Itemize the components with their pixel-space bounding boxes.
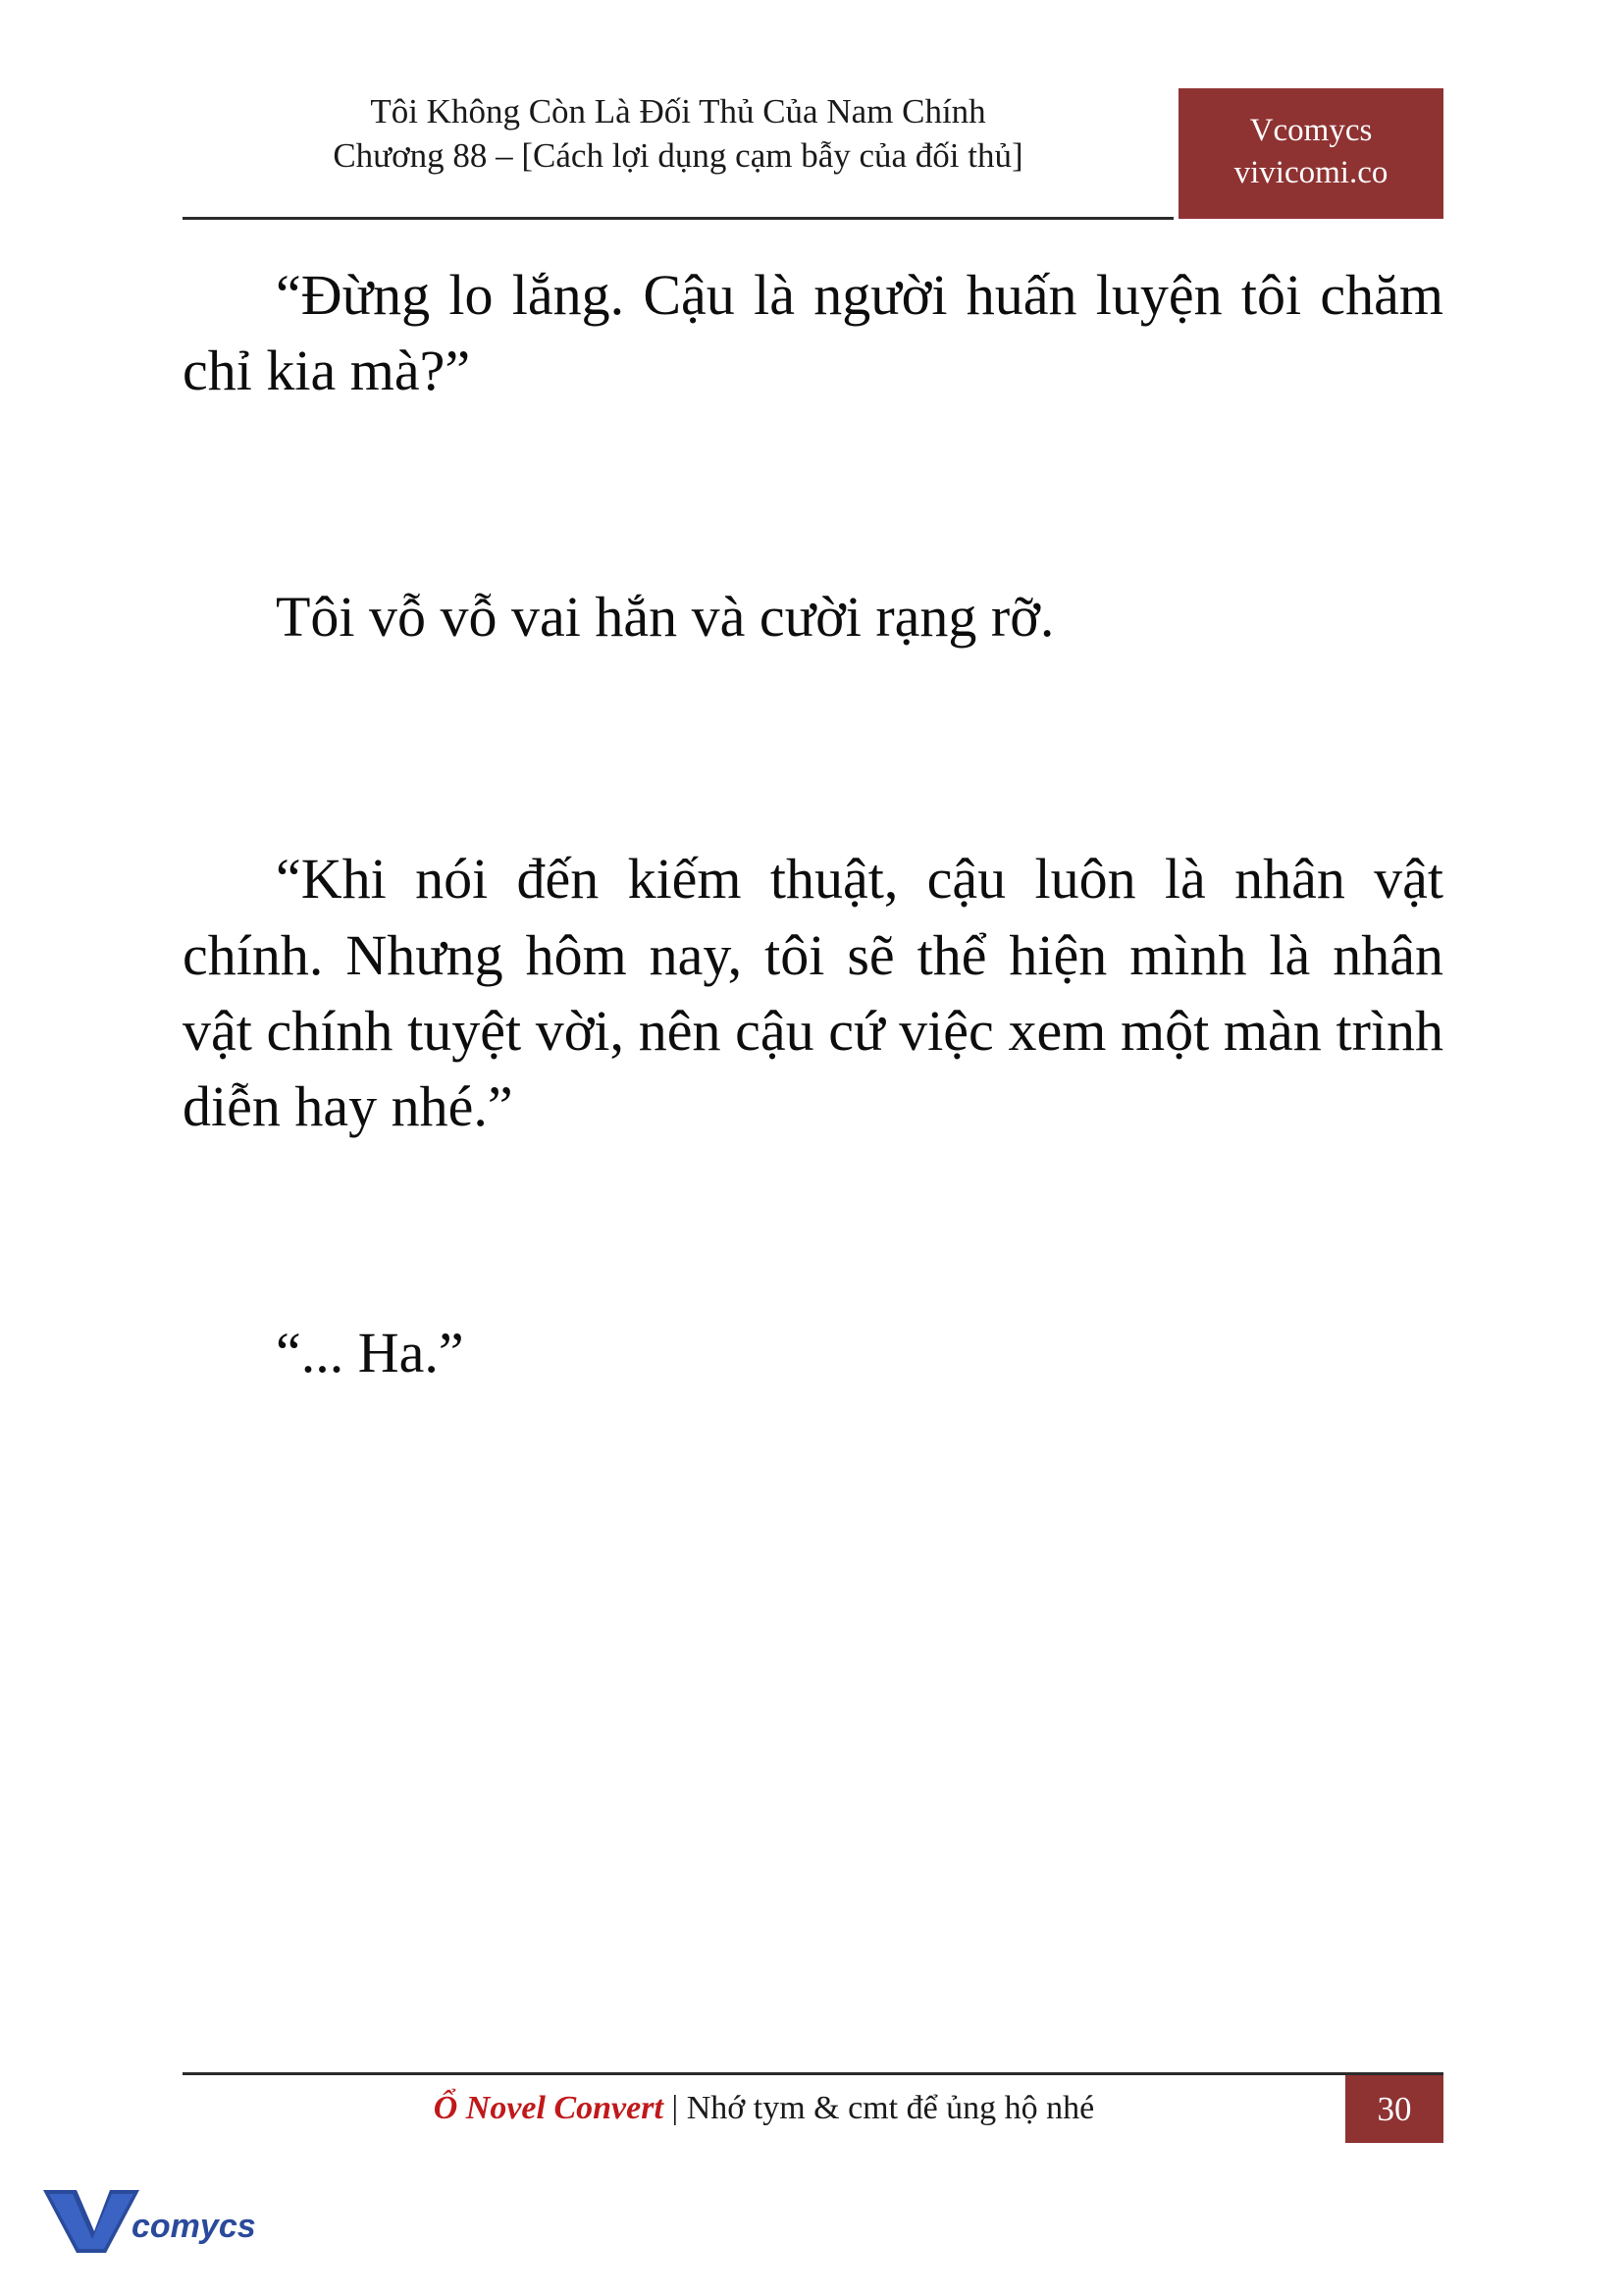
footer-note: Nhớ tym & cmt để ủng hộ nhé (686, 2090, 1095, 2126)
paragraph-spacer (183, 485, 1443, 579)
site-badge-name: Vcomycs (1249, 113, 1373, 148)
site-badge (1179, 88, 1443, 219)
paragraph: “Đừng lo lắng. Cậu là người huấn luyện tôi chăm chỉ kia mà?” (183, 263, 1443, 403)
header-title (183, 90, 1174, 179)
page-number-badge: 30 (1345, 2075, 1443, 2143)
header-divider (183, 217, 1174, 220)
footer-content (183, 2075, 1443, 2143)
paragraph: “Khi nói đến kiếm thuật, cậu luôn là nhân vật chính. Nhưng hôm nay, tôi sẽ thể hiện mình là nhân vật chính tuyệt vời, nên cậu cứ việc xem một màn trình diễn hay nhé.” (183, 847, 1443, 1138)
page-content (183, 257, 1443, 1467)
header-title-line2: Chương 88 – [Cách lợi dụng cạm bẫy của đối thủ] (333, 135, 1023, 175)
paragraph: Tôi vỗ vỗ vai hắn và cười rạng rỡ. (276, 585, 1055, 650)
watermark-icon (37, 2180, 263, 2259)
page-footer (183, 2072, 1443, 2143)
header-title-line1: Tôi Không Còn Là Đối Thủ Của Nam Chính (370, 92, 986, 130)
page-header (183, 90, 1443, 218)
footer-separator: | (662, 2090, 687, 2126)
vcomycs-watermark-logo (37, 2180, 263, 2259)
paragraph: “... Ha.” (276, 1320, 464, 1384)
svg-text:comycs: comycs (131, 2208, 256, 2245)
footer-brand: Ổ Novel Convert (433, 2090, 663, 2126)
site-badge-url: vivicomi.co (1233, 154, 1388, 190)
paragraph-spacer (183, 1221, 1443, 1315)
footer-credit (183, 2089, 1345, 2129)
paragraph-spacer (183, 731, 1443, 841)
